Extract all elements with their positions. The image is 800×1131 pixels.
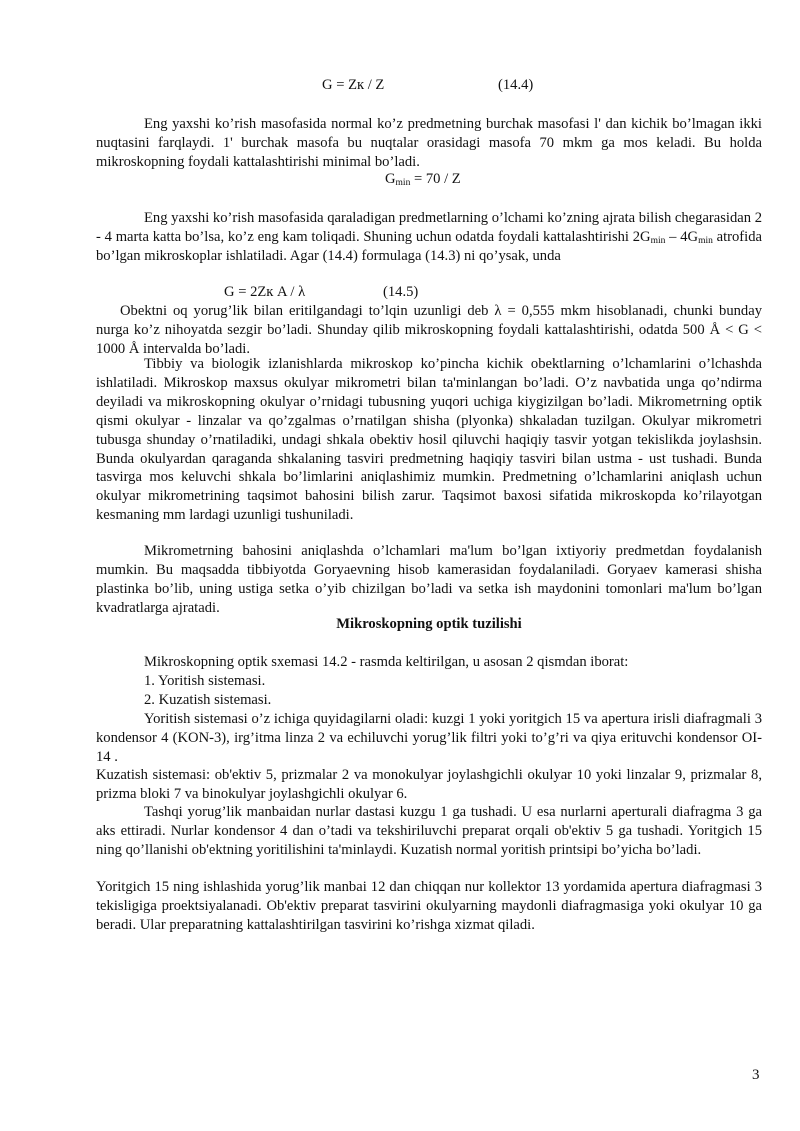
subscript: min bbox=[650, 235, 666, 246]
paragraph: Obektni oq yorug’lik bilan eritilgandagi to’lqin uzunligi deb λ = 0,555 mkm hisoblanadi, chunki bunday nurga ko’z nihoyatda sezgir bo’ladi. Shunday qilib mikroskopning foydali kattalashtirishi, odatda 500 Å < G < 1000 Å intervalda bo’ladi. bbox=[96, 303, 762, 357]
formula-14-5 bbox=[224, 284, 305, 301]
paragraph: Mikroskopning optik sxemasi 14.2 - rasmda keltirilgan, u asosan 2 qismdan iborat: bbox=[144, 654, 629, 670]
section-heading: Mikroskopning optik tuzilishi bbox=[336, 616, 522, 632]
page-number: 3 bbox=[752, 1067, 760, 1083]
subscript: min bbox=[395, 178, 411, 188]
paragraph: Tibbiy va biologik izlanishlarda mikroskop ko’pincha kichik obektlarning o’lchamlarini o’lchashda ishlatiladi. Mikroskop maxsus okulyar mikrometri bilan ta'minlangan bo’ladi. O’z navbatida unga qo’ndirma deyiladi va mikroskopning okulyar o’rnidagi tubusning yuqori uchiga kiygizilgan bo’ladi. Mikrometrning optik qismi okulyar - linzalar va qo’zgalmas o’rnatilgan shisha (plyonka) shkaladan tuzilgan. Okulyar mikrometri tubusga shunday o’rnatiladiki, undagi shkala obektiv hosil qiluvchi haqiqiy tasvir yotgan tekislikda joylashsin. Bunda okulyardan qaraganda shkalaning tasviri predmetning haqiqiy tasviri bilan ustma - ust tushadi. Bunda tasvirga mos keluvchi shkala bo’limlarini aniqlashimiz mumkin. Predmetning o’lchamlarini aniqlash uchun okulyar mikrometrining taqsimot bahosini bilish zarur. Taqsimot baxosi sifatida mikroskopda ko’rilayotgan kesmaning mm lardagi uzunligi tushuniladi. bbox=[96, 356, 762, 524]
paragraph bbox=[96, 209, 762, 266]
formula-gmin bbox=[385, 171, 461, 188]
formula-expression: = 70 / Z bbox=[410, 171, 461, 187]
formula-symbol: G bbox=[385, 171, 396, 187]
document-page bbox=[96, 0, 762, 1131]
list-item: 1. Yoritish sistemasi. bbox=[144, 673, 266, 689]
formula-expression: G = Zк / Z bbox=[322, 77, 385, 93]
formula-expression: G = 2Zк A / λ bbox=[224, 284, 306, 300]
paragraph: Kuzatish sistemasi: ob'ektiv 5, prizmalar 2 va monokulyar joylashgichli okulyar 10 yoki linzalar 9, prizmalar 8, prizma bloki 7 va binokulyar joylashgichli okulyar 6. bbox=[96, 767, 762, 802]
list-item: 2. Kuzatish sistemasi. bbox=[144, 692, 272, 708]
paragraph: Tashqi yorug’lik manbaidan nurlar dastasi kuzgu 1 ga tushadi. U esa nurlarni aperturali diafragma 3 ga aks ettiradi. Nurlar kondensor 4 dan o’tadi va tekshiriluvchi preparat orqali ob'ektiv 5 ga tushadi. Yoritgich 15 ning qo’llanishi ob'ektning yoritilishini ta'minlaydi. Kuzatish normal yoritish printsipi bo’yicha bo’ladi. bbox=[96, 804, 762, 858]
paragraph: Eng yaxshi ko’rish masofasida normal ko’z predmetning burchak masofasi l' dan kichik bo’lmagan ikki nuqtasini farqlaydi. 1' burchak masofa bu nuqtalar orasidagi masofa 70 mkm ga mos keladi. Bu holda mikroskopning foydali kattalashtirishi minimal bo’ladi. bbox=[96, 116, 762, 170]
subscript: min bbox=[698, 235, 713, 246]
text: atrofida bo’lgan mikroskoplar ishlatiladi. Agar (14.4) formulaga (14.3) ni qo’ysak, unda bbox=[96, 228, 762, 264]
formula-14-5-number: (14.5) bbox=[383, 284, 419, 300]
formula-14-4 bbox=[322, 77, 384, 94]
paragraph: Mikrometrning bahosini aniqlashda o’lchamlari ma'lum bo’lgan ixtiyoriy predmetdan foydalanish mumkin. Bu maqsadda tibbiyotda Goryaevning hisob kamerasidan foydalaniladi. Goryaev kamerasi shisha plastinka bo’lib, uning ustiga setka o’yib chizilgan bo’ladi va setka ish maydonini tomonlari ma'lum bo’lgan kvadratlarga ajratadi. bbox=[96, 543, 762, 616]
text: – 4G bbox=[665, 228, 699, 245]
text: Eng yaxshi ko’rish masofasida qaraladigan predmetlarning o’lchami ko’zning ajrata bilish chegarasidan 2 - 4 marta katta bo’lsa, ko’z eng kam toliqadi. Shuning uchun odatda foydali kattalashtirishi 2G bbox=[96, 210, 763, 245]
paragraph: Yoritgich 15 ning ishlashida yorug’lik manbai 12 dan chiqqan nur kollektor 13 yordamida apertura diafragmasi 3 tekisligiga proektsiyalanadi. Ob'ektiv preparat tasvirini okulyarning maydonli diafragmasiga yoki okulyar 10 ga beradi. Ular preparatning kattalashtirilgan tasvirini ko’rishga xizmat qiladi. bbox=[96, 879, 762, 933]
formula-14-4-number: (14.4) bbox=[498, 77, 534, 93]
paragraph: Yoritish sistemasi o’z ichiga quyidagilarni oladi: kuzgi 1 yoki yoritgich 15 va apertura irisli diafragmali 3 kondensor 4 (KON-3), irg’itma linza 2 va echiluvchi yorug’lik filtri yoki to’g’ri va qiya erituvchi kondensor OI-14 . bbox=[96, 711, 762, 765]
